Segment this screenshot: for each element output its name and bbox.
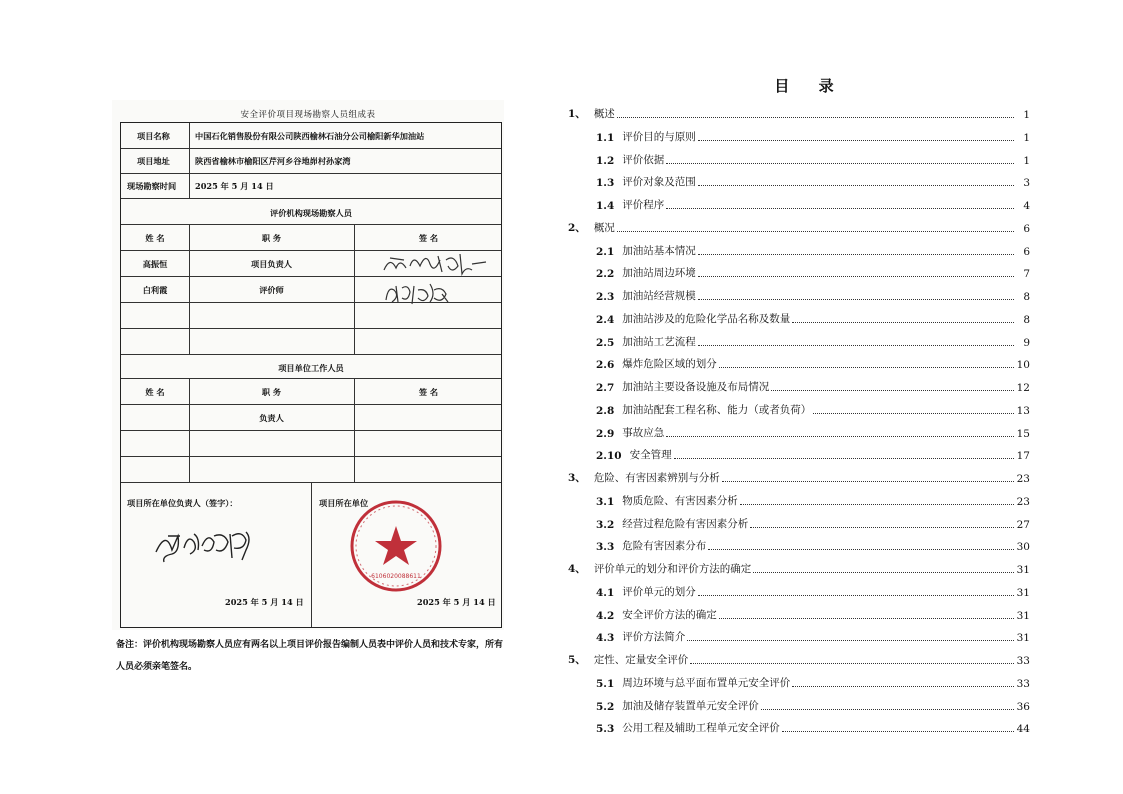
- toc-entry-number: 2.1: [596, 245, 615, 258]
- divider: [189, 123, 190, 199]
- toc-entry-page: 17: [1016, 450, 1030, 463]
- divider: [311, 483, 312, 627]
- toc-entry[interactable]: [596, 533, 1030, 553]
- toc-leader-dots: [698, 595, 1014, 596]
- toc-entry-number: 2.5: [596, 336, 615, 349]
- toc-entry-title: 评价单元的划分: [622, 585, 696, 598]
- toc-leader-dots: [617, 117, 1014, 118]
- toc-entry-page: 1: [1023, 109, 1030, 121]
- toc-entry-number: 4.3: [596, 632, 615, 645]
- toc-entry-number: 4、: [568, 563, 586, 575]
- toc-entry-title: 加油站经营规模: [622, 290, 696, 302]
- toc-entry-number: 2.6: [596, 359, 615, 372]
- col-name: 姓 名: [145, 387, 165, 397]
- toc-entry[interactable]: [596, 306, 1030, 326]
- toc-entry[interactable]: [596, 715, 1030, 735]
- toc-entry-title: 评价对象及范围: [622, 176, 696, 189]
- toc-entry-page: 31: [1016, 609, 1030, 622]
- divider: [189, 379, 190, 483]
- unit-section-row: [121, 355, 501, 379]
- toc-leader-dots: [761, 709, 1014, 710]
- toc-entry-number: 1.4: [596, 200, 615, 212]
- toc-leader-dots: [722, 481, 1014, 482]
- toc-entry-number: 2.4: [596, 313, 615, 326]
- toc-entry-title: 危险、有害因素辨别与分析: [593, 472, 720, 484]
- handwritten-signature: [150, 522, 270, 568]
- agency-duty: 评价师: [259, 285, 284, 295]
- toc-entry-title: 加油站配套工程名称、能力（或者负荷）: [622, 403, 812, 416]
- toc-entry-title: 概述: [593, 108, 615, 120]
- toc-entry-title: 加油站基本情况: [622, 244, 696, 257]
- toc-leader-dots: [666, 208, 1014, 209]
- toc-entry[interactable]: [596, 283, 1030, 303]
- toc-entry-page: 8: [1023, 313, 1030, 326]
- toc-entry[interactable]: [596, 511, 1030, 531]
- toc-entry-page: 23: [1016, 495, 1030, 508]
- toc-entry-page: 13: [1016, 404, 1030, 417]
- toc-entry-number: 2.2: [596, 268, 615, 281]
- divider: [354, 379, 355, 483]
- agency-row-empty: [121, 329, 501, 355]
- toc-entry-title: 评价目的与原则: [622, 130, 696, 143]
- sign-date-right: 2025 年 5 月 14 日: [417, 597, 496, 607]
- unit-row: [121, 405, 501, 431]
- toc-entry[interactable]: [596, 169, 1030, 189]
- toc-entry-number: 2.9: [596, 427, 615, 440]
- toc-leader-dots: [750, 527, 1014, 528]
- toc-entry[interactable]: [596, 420, 1030, 440]
- toc-entry-title: 公用工程及辅助工程单元安全评价: [622, 722, 780, 735]
- toc-leader-dots: [698, 345, 1014, 346]
- toc-entry-number: 2.10: [596, 450, 622, 463]
- toc-leader-dots: [792, 322, 1014, 323]
- col-sign: 签 名: [418, 387, 439, 397]
- toc-entry[interactable]: [568, 101, 1030, 121]
- unit-seal-label: 项目所在单位: [319, 498, 369, 508]
- toc-entry[interactable]: [596, 124, 1030, 144]
- toc-leader-dots: [740, 504, 1014, 505]
- toc-entry[interactable]: [596, 397, 1030, 417]
- col-name: 姓 名: [145, 233, 165, 243]
- toc-entry-page: 4: [1023, 200, 1030, 212]
- official-seal-icon: [348, 498, 444, 594]
- unit-duty: 负责人: [259, 413, 284, 423]
- toc-entry[interactable]: [596, 670, 1030, 690]
- project-name-value: 中国石化销售股份有限公司陕西榆林石油分公司榆阳新华加油站: [195, 131, 425, 141]
- toc-entry-page: 6: [1023, 245, 1030, 258]
- toc-entry-title: 加油站周边环境: [622, 267, 696, 280]
- toc-entry[interactable]: [596, 329, 1030, 349]
- toc-entry-page: 12: [1016, 382, 1030, 394]
- toc-entry-title: 安全评价方法的确定: [622, 608, 717, 621]
- agency-section-title: 评价机构现场勘察人员: [270, 208, 352, 218]
- toc-leader-dots: [690, 663, 1014, 664]
- toc-leader-dots: [698, 254, 1014, 255]
- toc-entry[interactable]: [568, 556, 1030, 576]
- toc-entry-number: 5、: [568, 654, 586, 666]
- toc-entry[interactable]: [596, 238, 1030, 258]
- toc-entry[interactable]: [596, 624, 1030, 644]
- toc-leader-dots: [708, 549, 1014, 550]
- toc-entry[interactable]: [596, 351, 1030, 371]
- toc-leader-dots: [687, 640, 1014, 641]
- toc-entry-title: 加油站涉及的危险化学品名称及数量: [622, 312, 791, 325]
- toc-entry-number: 4.2: [596, 609, 615, 622]
- toc-entry[interactable]: [596, 192, 1030, 212]
- toc-leader-dots: [782, 731, 1014, 732]
- toc-entry-number: 1.1: [596, 131, 615, 144]
- toc-entry-page: 3: [1023, 177, 1030, 190]
- toc-entry-title: 定性、定量安全评价: [593, 654, 689, 666]
- toc-leader-dots: [698, 185, 1014, 186]
- toc-entry-title: 评价方法简介: [622, 631, 686, 644]
- col-duty: 职 务: [261, 233, 282, 243]
- toc-entry[interactable]: [596, 147, 1030, 167]
- toc-leader-dots: [813, 413, 1014, 414]
- toc-entry-number: 5.3: [596, 723, 615, 736]
- inspection-time-value: 2025 年 5 月 14 日: [195, 181, 274, 191]
- toc-entry[interactable]: [596, 442, 1030, 462]
- toc-leader-dots: [698, 140, 1014, 141]
- toc-entry-title: 加油站工艺流程: [622, 335, 696, 348]
- unit-row-empty: [121, 431, 501, 457]
- toc-entry-title: 经营过程危险有害因素分析: [622, 517, 749, 530]
- col-duty: 职 务: [261, 387, 282, 397]
- toc-entry-page: 36: [1016, 700, 1030, 713]
- toc-entry[interactable]: [596, 488, 1030, 508]
- unit-leader-label: 项目所在单位负责人（签字）：: [127, 498, 238, 508]
- seal-number: 6106020088611: [371, 573, 421, 580]
- inspection-time-row: [121, 174, 501, 199]
- col-sign: 签 名: [418, 233, 439, 243]
- toc-entry-number: 5.2: [596, 700, 615, 713]
- project-address-row: [121, 149, 501, 174]
- toc-entry-page: 6: [1023, 222, 1030, 235]
- inspection-time-label: 现场勘察时间: [127, 181, 177, 191]
- unit-section-title: 项目单位工作人员: [278, 363, 344, 373]
- toc-entry-number: 5.1: [596, 677, 615, 690]
- toc-entry-page: 7: [1023, 268, 1030, 281]
- toc-entry-page: 1: [1023, 131, 1030, 144]
- project-name-label: 项目名称: [137, 131, 170, 141]
- toc-title: 目 录: [774, 77, 846, 95]
- unit-row-empty: [121, 457, 501, 483]
- sign-date-left: 2025 年 5 月 14 日: [225, 597, 304, 607]
- form-title: 安全评价项目现场勘察人员组成表: [240, 110, 376, 120]
- survey-personnel-form: [112, 100, 504, 630]
- toc-entry-page: 23: [1016, 473, 1030, 485]
- toc-entry[interactable]: [596, 374, 1030, 394]
- toc-leader-dots: [771, 390, 1014, 391]
- toc-entry-number: 3、: [568, 472, 586, 484]
- toc-leader-dots: [792, 686, 1014, 687]
- toc-entry-page: 31: [1016, 564, 1030, 576]
- agency-duty: 项目负责人: [251, 259, 292, 269]
- toc-entry[interactable]: [568, 465, 1030, 485]
- toc-entry-page: 31: [1016, 632, 1030, 645]
- toc-entry-page: 33: [1016, 655, 1030, 667]
- project-address-label: 项目地址: [137, 156, 170, 166]
- form-note: 备注：评价机构现场勘察人员应有两名以上项目评价报告编制人员表中评价人员和技术专家，所有人员必须亲笔签名。: [116, 640, 504, 672]
- toc-entry-number: 2.3: [596, 291, 615, 303]
- toc-entry-title: 事故应急: [622, 426, 665, 439]
- handwritten-signature: [380, 246, 490, 280]
- toc-entry-number: 1.3: [596, 177, 615, 190]
- toc-leader-dots: [753, 572, 1014, 573]
- toc-entry-page: 33: [1016, 677, 1030, 690]
- toc-entry-title: 爆炸危险区域的划分: [622, 358, 717, 371]
- toc-entry-number: 2、: [568, 221, 586, 234]
- toc-leader-dots: [666, 436, 1014, 437]
- toc-entry-page: 30: [1016, 541, 1030, 554]
- toc-entry-number: 2.8: [596, 404, 615, 417]
- toc-entry-title: 评价单元的划分和评价方法的确定: [593, 563, 752, 575]
- toc-entry-number: 1.2: [596, 154, 615, 167]
- handwritten-signature: [382, 278, 462, 308]
- toc-entry-title: 评价依据: [622, 153, 665, 166]
- toc-entry-page: 1: [1023, 154, 1030, 167]
- divider: [189, 225, 190, 355]
- toc-entry-title: 周边环境与总平面布置单元安全评价: [622, 676, 791, 689]
- toc-entry-title: 概况: [593, 221, 615, 234]
- agency-section-row: [121, 199, 501, 225]
- toc-entry[interactable]: [596, 260, 1030, 280]
- toc-entry-page: 8: [1023, 291, 1030, 303]
- toc-entry[interactable]: [596, 602, 1030, 622]
- toc-entry-number: 1、: [568, 108, 586, 120]
- toc-entry-title: 物质危险、有害因素分析: [622, 494, 738, 507]
- toc-entry-page: 31: [1016, 586, 1030, 599]
- project-address-value: 陕西省榆林市榆阳区芹河乡谷地峁村孙家湾: [195, 156, 351, 166]
- toc-entry-number: 4.1: [596, 586, 615, 599]
- toc-entry-page: 27: [1016, 518, 1030, 531]
- toc-entry-number: 3.2: [596, 518, 615, 531]
- divider: [354, 225, 355, 355]
- toc-entry-number: 3.3: [596, 541, 615, 554]
- toc-entry-page: 44: [1016, 723, 1030, 736]
- toc-leader-dots: [719, 367, 1014, 368]
- toc-entry[interactable]: [596, 693, 1030, 713]
- toc-entry-title: 评价程序: [622, 199, 665, 211]
- toc-entry-title: 危险有害因素分布: [622, 540, 707, 553]
- toc-entry-title: 加油及储存装置单元安全评价: [622, 699, 759, 712]
- toc-entry-number: 2.7: [596, 382, 615, 394]
- toc-entry[interactable]: [568, 647, 1030, 667]
- toc-leader-dots: [698, 276, 1014, 277]
- toc-entry-page: 9: [1023, 336, 1030, 349]
- toc-leader-dots: [719, 618, 1014, 619]
- toc-entry-title: 安全管理: [629, 449, 672, 462]
- toc-entry-page: 15: [1016, 427, 1030, 440]
- unit-header-row: [121, 379, 501, 405]
- toc-leader-dots: [617, 231, 1014, 232]
- toc-entry[interactable]: [568, 215, 1030, 235]
- toc-entry-title: 加油站主要设备设施及布局情况: [622, 381, 770, 393]
- agency-name: 高振恒: [142, 259, 168, 269]
- toc-entry-number: 3.1: [596, 495, 615, 508]
- toc-entry-page: 10: [1016, 359, 1030, 372]
- toc-leader-dots: [698, 299, 1014, 300]
- toc-leader-dots: [674, 458, 1014, 459]
- toc-leader-dots: [666, 163, 1014, 164]
- toc-entry[interactable]: [596, 579, 1030, 599]
- project-name-row: [121, 123, 501, 149]
- agency-name: 白利霞: [142, 285, 168, 295]
